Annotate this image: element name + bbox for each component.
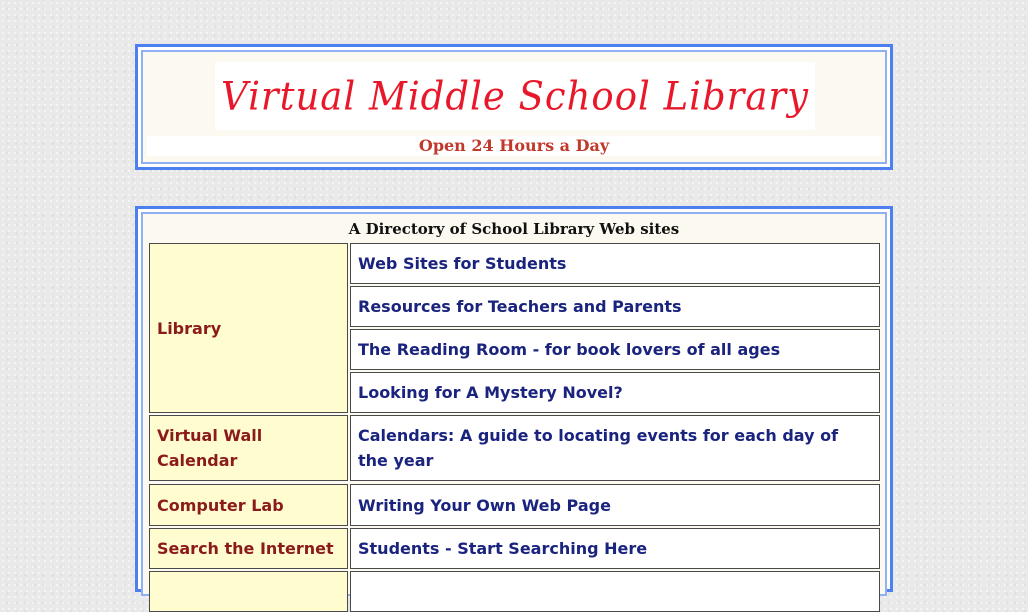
subtitle-row — [147, 136, 881, 156]
link-mystery-novel[interactable]: Looking for A Mystery Novel? — [350, 372, 880, 413]
link-web-sites-for-students[interactable]: Web Sites for Students — [350, 243, 880, 284]
category-library: Library — [149, 243, 348, 413]
category-search-internet: Search the Internet — [149, 528, 348, 569]
directory-title: A Directory of School Library Web sites — [348, 220, 680, 238]
category-next-row — [149, 571, 348, 612]
banner-title: Virtual Middle School Library — [221, 73, 809, 119]
directory-frame — [135, 206, 893, 592]
category-computer-lab: Computer Lab — [149, 484, 348, 526]
header-frame — [135, 44, 893, 170]
link-calendars-guide[interactable]: Calendars: A guide to locating events for each day of the year — [350, 415, 880, 481]
link-writing-web-page[interactable]: Writing Your Own Web Page — [350, 484, 880, 526]
header-inner — [141, 50, 887, 164]
link-resources-teachers-parents[interactable]: Resources for Teachers and Parents — [350, 286, 880, 327]
subtitle: Open 24 Hours a Day — [418, 136, 610, 155]
link-next-row[interactable] — [350, 571, 880, 612]
category-virtual-wall-calendar: Virtual Wall Calendar — [149, 415, 348, 481]
directory-inner — [141, 212, 887, 596]
link-start-searching[interactable]: Students - Start Searching Here — [350, 528, 880, 569]
link-reading-room[interactable]: The Reading Room - for book lovers of all ages — [350, 329, 880, 370]
banner-logo — [215, 62, 815, 130]
